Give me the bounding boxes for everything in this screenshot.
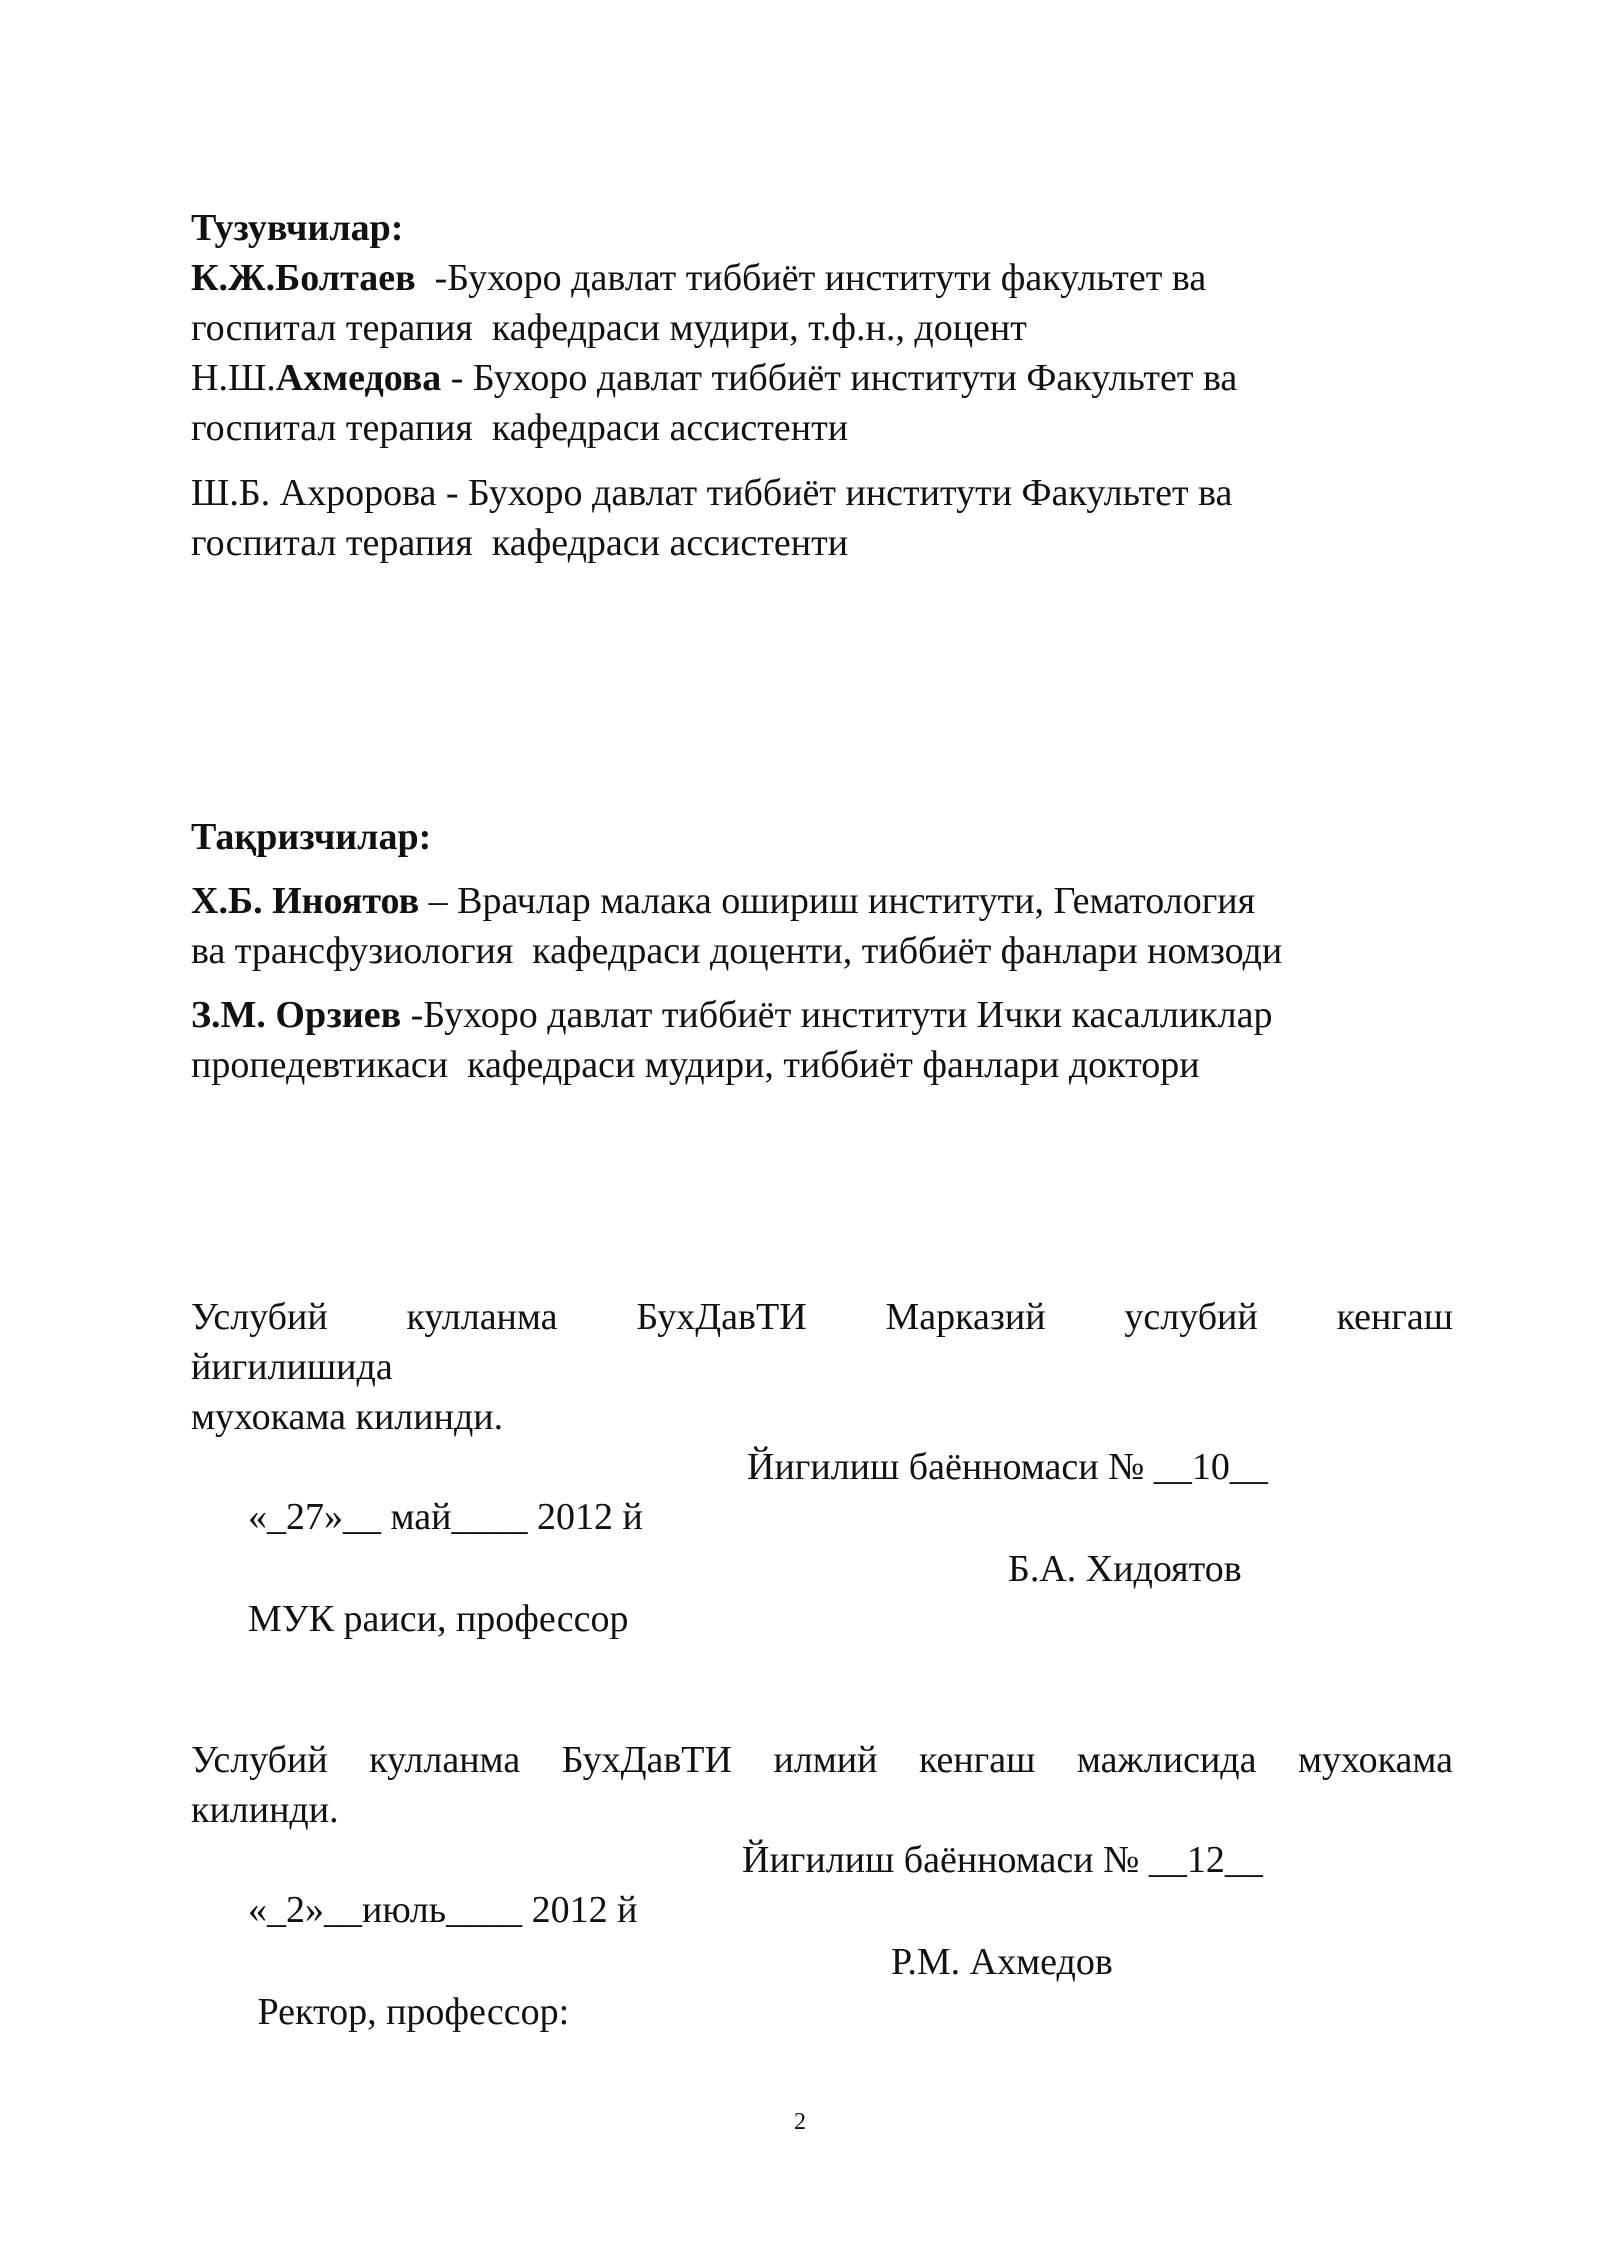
signer-title: Ректор, профессор: [248, 1991, 570, 2033]
compiler-desc-line2: госпитал терапия кафедраси мудири, т.ф.н., доцент [191, 307, 1027, 349]
approval-text-line1: Услубий кулланма БухДавТИ Марказий услубий кенгаш [191, 1296, 1453, 1338]
signature-row [191, 1937, 1453, 2033]
approval-text-line1: Услубий кулланма БухДавТИ илмий кенгаш мажлисида мухокама [191, 1739, 1453, 1781]
compiler-desc-line1: - Бухоро давлат тиббиёт институти Факультет ва [441, 357, 1238, 399]
reviewer-entry [191, 876, 1453, 976]
compiler-name: Ахмедова [275, 357, 442, 399]
signature-row [191, 1544, 1453, 1640]
reviewer-desc-line2: пропедевтикаси кафедраси мудири, тиббиёт фанлари доктори [191, 1044, 1200, 1086]
approval-text-line3: мухокама килинди. [191, 1396, 504, 1438]
compiler-entry [191, 253, 1453, 353]
approval-date-row [191, 1442, 1453, 1538]
meeting-date: «_2»__июль____ 2012 й [248, 1889, 638, 1931]
compiler-desc-line2: госпитал терапия кафедраси ассистенти [191, 407, 849, 449]
reviewer-name: Х.Б. Иноятов [191, 880, 420, 922]
compilers-heading: Тузувчилар: [191, 207, 404, 249]
compiler-name-prefix: Н.Ш. [191, 357, 276, 399]
compiler-desc-line1: - Бухоро давлат тиббиёт институти Факультет ва [436, 472, 1233, 514]
reviewers-section [191, 812, 1453, 1090]
signer-title: МУК раиси, профессор [248, 1598, 629, 1640]
compiler-entry [191, 468, 1453, 568]
meeting-date: «_27»__ май____ 2012 й [248, 1496, 643, 1538]
methodical-council-approval [191, 1292, 1453, 1640]
compilers-section [191, 203, 1453, 568]
approval-text-line2: йигилишида [191, 1346, 393, 1388]
approval-date-row [191, 1835, 1453, 1931]
reviewers-heading: Тақризчилар: [191, 816, 432, 858]
reviewer-name: З.М. Орзиев [191, 994, 402, 1036]
reviewer-desc-line1: -Бухоро давлат тиббиёт институти Ички касалликлар [401, 994, 1273, 1036]
approval-text-line2: килинди. [191, 1789, 339, 1831]
compiler-name: Ш.Б. Ахророва [191, 472, 437, 514]
protocol-number: Йигилиш баённомаси № __12__ [742, 1839, 1263, 1881]
signer-name: Б.А. Хидоятов [1008, 1548, 1242, 1590]
compiler-name: К.Ж.Болтаев [191, 257, 416, 299]
academic-council-approval [191, 1735, 1453, 2033]
signer-name: Р.М. Ахмедов [891, 1941, 1113, 1983]
compiler-desc-line2: госпитал терапия кафедраси ассистенти [191, 522, 849, 564]
protocol-number: Йигилиш баённомаси № __10__ [747, 1446, 1268, 1488]
compiler-entry [191, 353, 1453, 453]
compiler-desc-line1: -Бухоро давлат тиббиёт институти факультет ва [415, 257, 1207, 299]
reviewer-desc-line2: ва трансфузиология кафедраси доценти, тиббиёт фанлари номзоди [191, 930, 1283, 972]
reviewer-entry [191, 990, 1453, 1090]
page-number: 2 [794, 2109, 806, 2135]
reviewer-desc-line1: – Врачлар малака ошириш институти, Гематология [419, 880, 1256, 922]
